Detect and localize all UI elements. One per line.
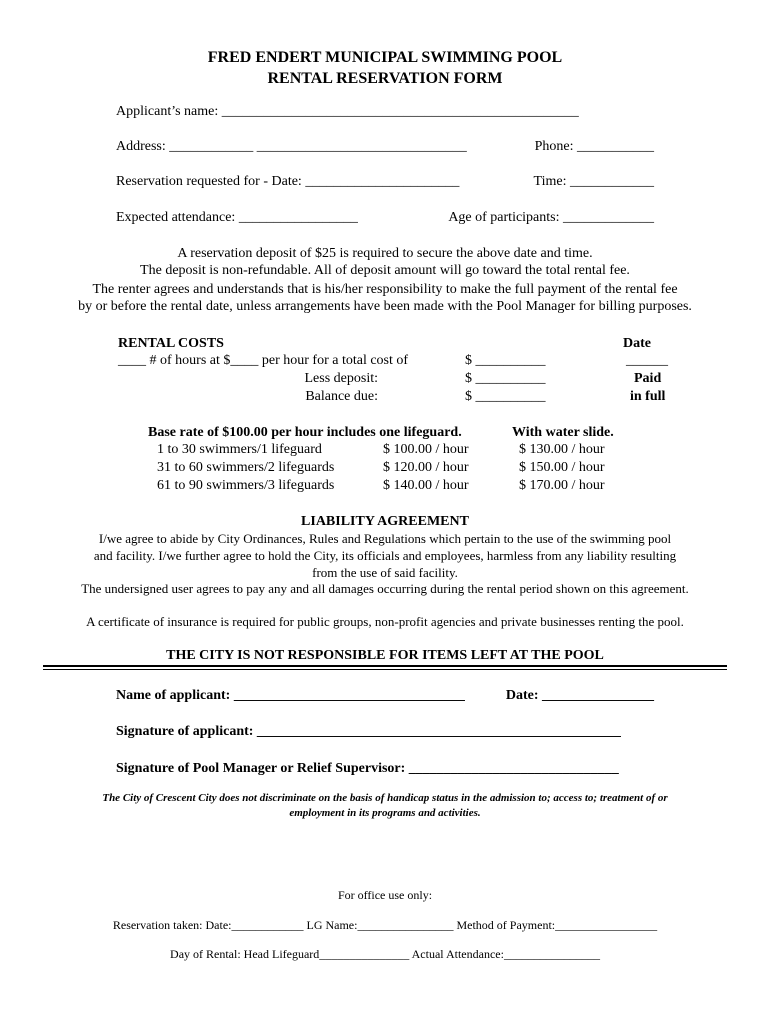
phone-field[interactable]: Phone: ___________	[534, 139, 654, 154]
rate-row-slide: $ 170.00 / hour	[519, 478, 605, 493]
paid-label: Paid	[634, 371, 662, 386]
date-heading: Date	[623, 336, 651, 351]
deposit-amount-blank[interactable]: $ __________	[465, 371, 546, 386]
deposit-text-line-1: A reservation deposit of $25 is required to secure the above date and time.	[177, 246, 593, 261]
expected-attendance-field[interactable]: Expected attendance: _________________	[116, 210, 358, 225]
deposit-text-line-4: by or before the rental date, unless arrangements have been made with the Pool Manager for billing purposes.	[78, 299, 692, 314]
office-day-of-rental-line[interactable]: Day of Rental: Head Lifeguard_______________ Actual Attendance:________________	[170, 947, 600, 961]
liability-line-3: from the use of said facility.	[312, 565, 458, 580]
balance-amount-blank[interactable]: $ __________	[465, 389, 546, 404]
deposit-text-line-3: The renter agrees and understands that is his/her responsibility to make the full payment of the rental fee	[92, 282, 678, 297]
rate-row-swimmers: 61 to 90 swimmers/3 lifeguards	[157, 478, 335, 493]
form-title-line-2: RENTAL RESERVATION FORM	[267, 70, 503, 87]
signature-manager-field[interactable]: Signature of Pool Manager or Relief Supervisor: ______________________________	[116, 761, 619, 776]
rate-row-base: $ 100.00 / hour	[383, 442, 469, 457]
rate-row-slide: $ 150.00 / hour	[519, 460, 605, 475]
rate-row-swimmers: 31 to 60 swimmers/2 lifeguards	[157, 460, 335, 475]
age-of-participants-field[interactable]: Age of participants: _____________	[448, 210, 654, 225]
office-reservation-line[interactable]: Reservation taken: Date:____________ LG Name:________________ Method of Payment:_________________	[112, 918, 658, 932]
liability-line-4: The undersigned user agrees to pay any and all damages occurring during the rental period shown on this agreement.	[81, 581, 689, 596]
liability-heading: LIABILITY AGREEMENT	[301, 514, 469, 529]
liability-line-2: and facility. I/we further agree to hold the City, its officials and employees, harmless from any liability resulting	[93, 548, 677, 563]
hours-cost-line[interactable]: ____ # of hours at $____ per hour for a total cost of	[118, 353, 409, 368]
name-of-applicant-field[interactable]: Name of applicant: _________________________________	[116, 688, 465, 703]
address-field[interactable]: Address: ____________ ______________________________	[116, 139, 467, 154]
balance-due-label: Balance due:	[305, 389, 378, 404]
rate-row-slide: $ 130.00 / hour	[519, 442, 605, 457]
base-rate-heading: Base rate of $100.00 per hour includes one lifeguard.	[148, 425, 462, 440]
rate-row-base: $ 120.00 / hour	[383, 460, 469, 475]
water-slide-heading: With water slide.	[512, 425, 614, 440]
date-paid-blank[interactable]: ______	[626, 353, 668, 368]
in-full-label: in full	[630, 389, 666, 404]
office-use-heading: For office use only:	[337, 888, 433, 902]
double-rule-bottom	[43, 669, 727, 670]
nondiscrimination-line-1: The City of Crescent City does not discriminate on the basis of handicap status in the admission to; access to; treatment of or	[102, 792, 668, 804]
rate-row-swimmers: 1 to 30 swimmers/1 lifeguard	[157, 442, 322, 457]
nondiscrimination-line-2: employment in its programs and activities.	[289, 807, 481, 819]
signature-date-field[interactable]: Date: ________________	[505, 688, 654, 703]
deposit-text-line-2: The deposit is non-refundable. All of deposit amount will go toward the total rental fee.	[140, 263, 630, 278]
applicant-name-field[interactable]: Applicant’s name: ___________________________________________________	[116, 104, 579, 119]
time-field[interactable]: Time: ____________	[533, 174, 654, 189]
city-not-responsible-notice: THE CITY IS NOT RESPONSIBLE FOR ITEMS LEFT AT THE POOL	[166, 648, 604, 663]
rate-row-base: $ 140.00 / hour	[383, 478, 469, 493]
insurance-requirement: A certificate of insurance is required for public groups, non-profit agencies and private businesses renting the pool.	[86, 614, 684, 629]
double-rule-top	[43, 665, 727, 667]
liability-line-1: I/we agree to abide by City Ordinances, Rules and Regulations which pertain to the use of the swimming pool	[98, 531, 672, 546]
reservation-date-field[interactable]: Reservation requested for - Date: ______________________	[116, 174, 460, 189]
form-title-line-1: FRED ENDERT MUNICIPAL SWIMMING POOL	[207, 49, 563, 66]
signature-of-applicant-field[interactable]: Signature of applicant: ____________________________________________________	[116, 724, 621, 739]
less-deposit-label: Less deposit:	[304, 371, 378, 386]
rental-costs-heading: RENTAL COSTS	[118, 336, 224, 351]
total-cost-blank[interactable]: $ __________	[465, 353, 546, 368]
